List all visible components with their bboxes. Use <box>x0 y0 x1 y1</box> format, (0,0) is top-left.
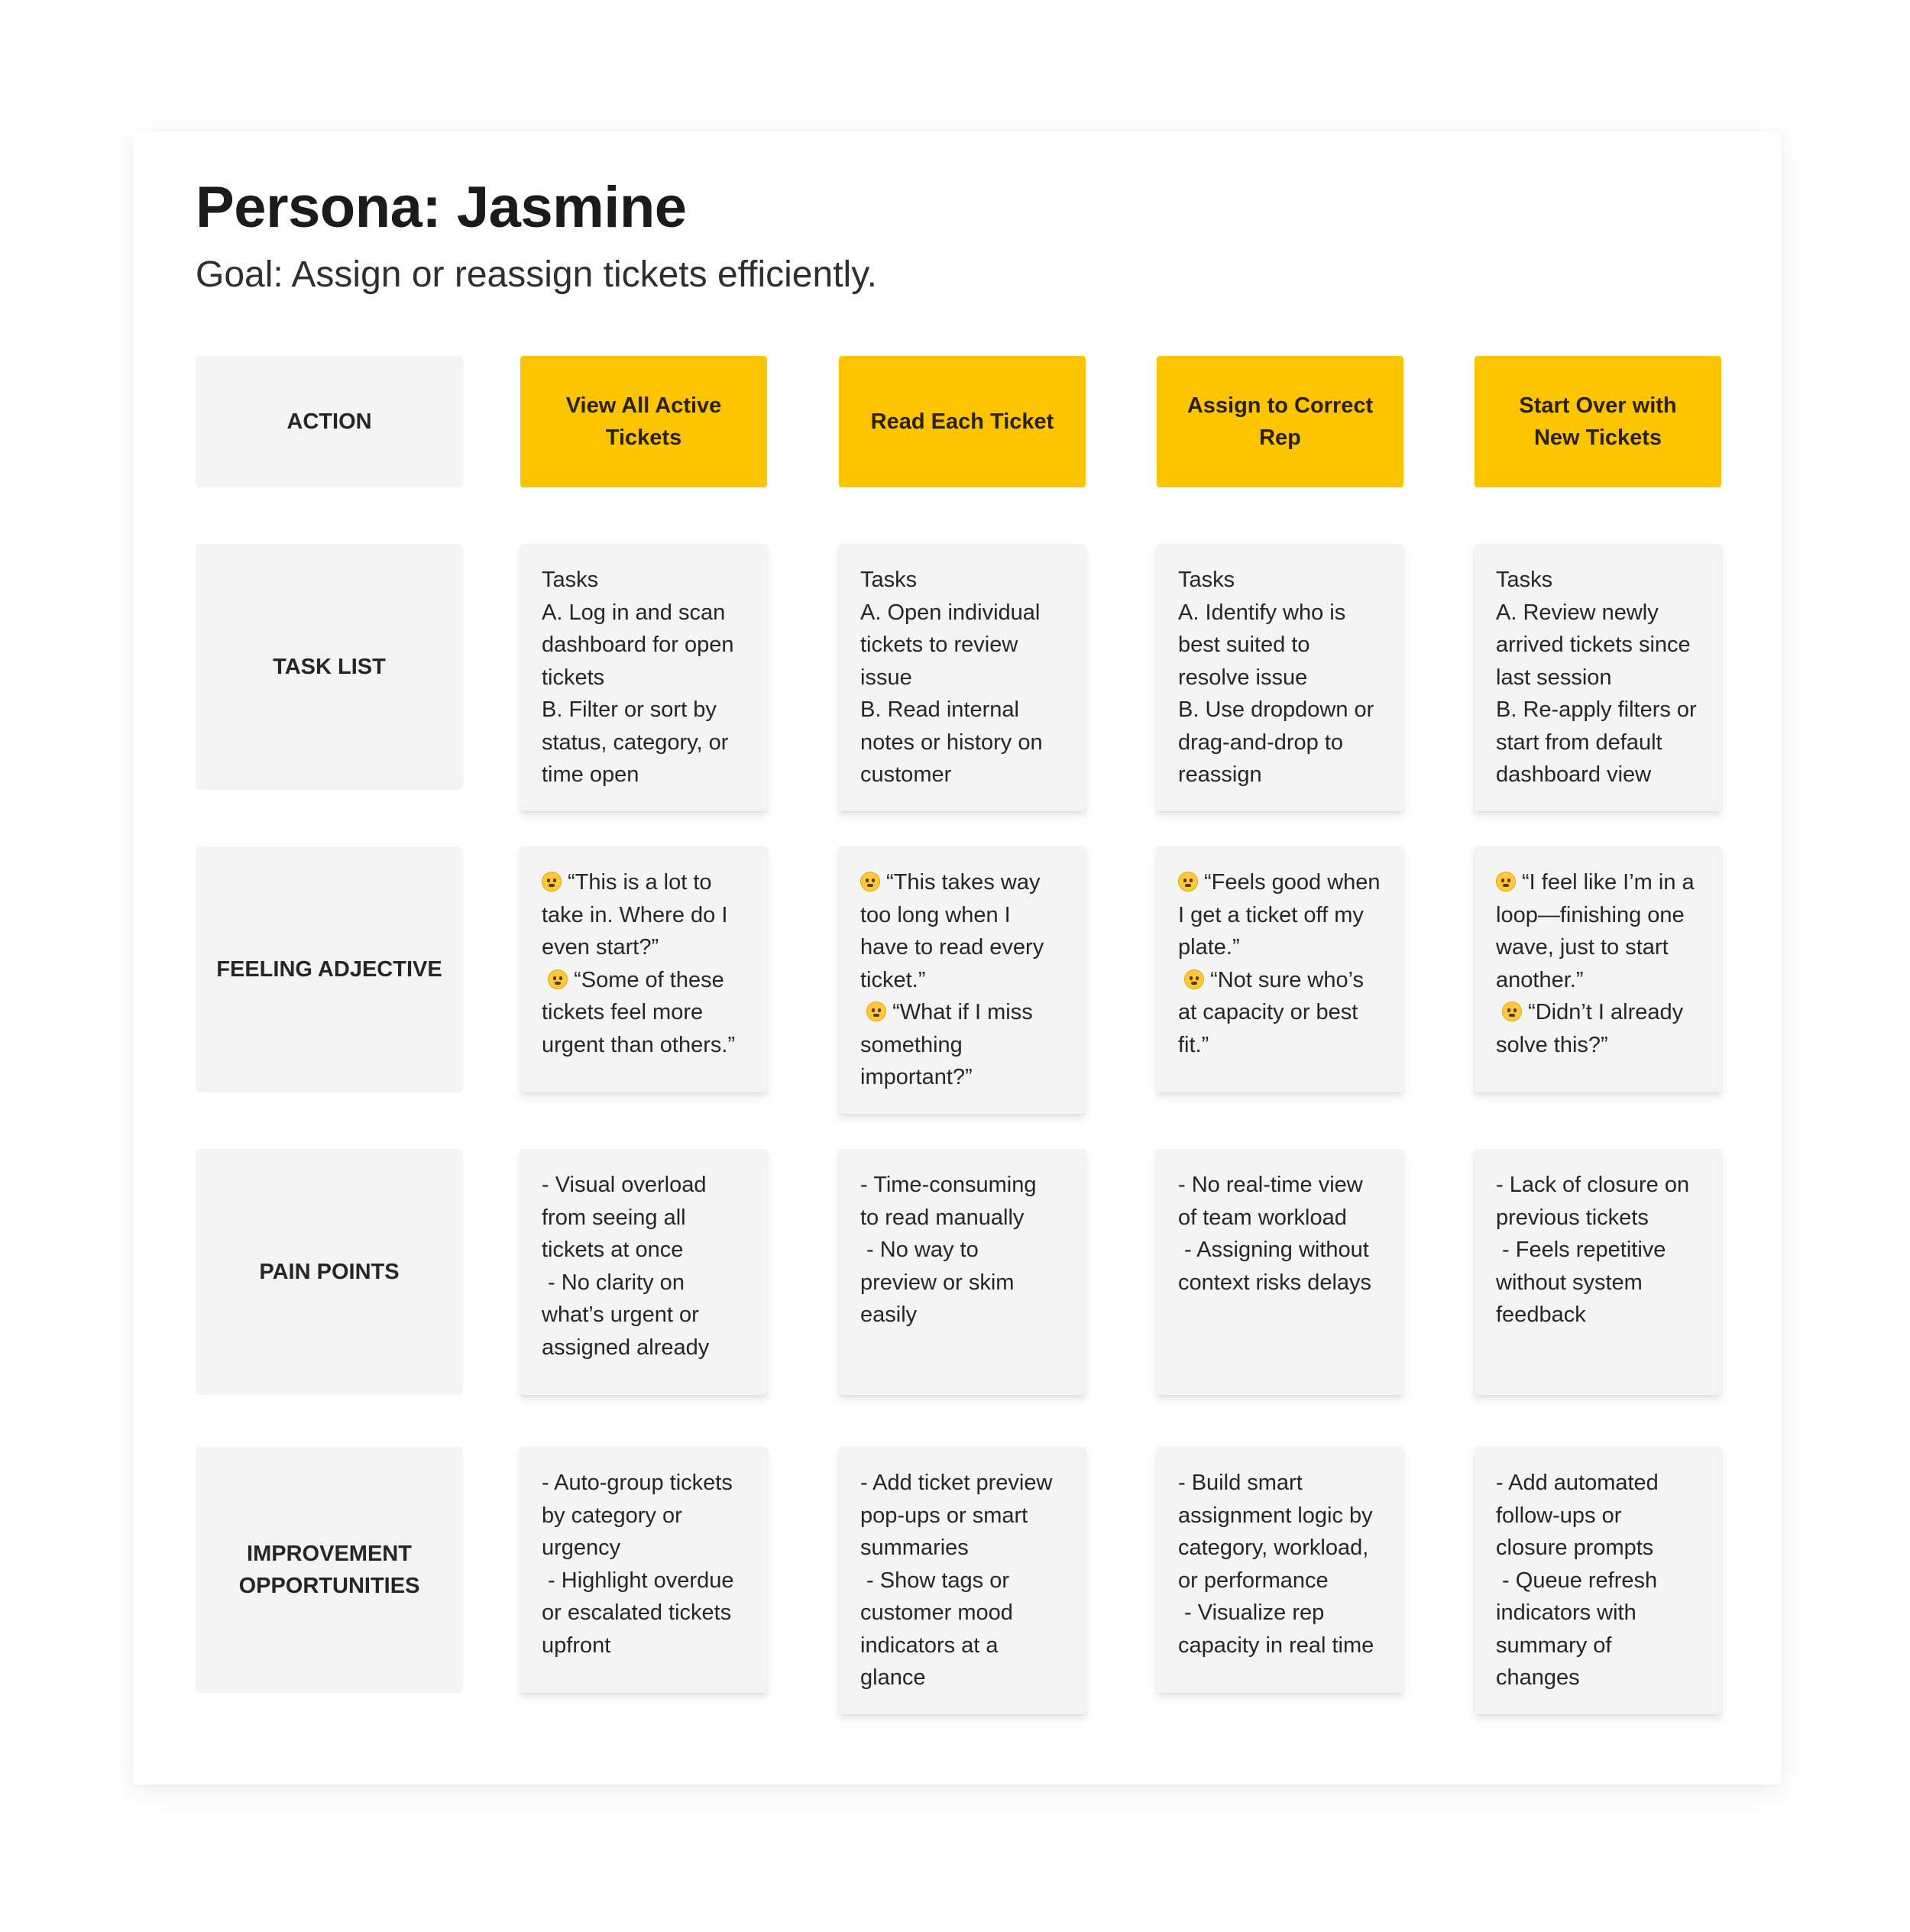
note-line: - No clarity on <box>542 1270 685 1295</box>
note-line: A. Identify who is <box>1178 600 1346 625</box>
note-line: tickets feel more <box>542 1000 704 1024</box>
note-line: A. Review newly <box>1496 600 1659 625</box>
note-line: urgency <box>542 1536 621 1560</box>
note-line: at capacity or best <box>1178 1000 1358 1024</box>
note-line: tickets to review <box>860 633 1018 657</box>
stage-header-read-each-ticket: Read Each Ticket <box>839 356 1086 487</box>
note-line: - Visualize rep <box>1178 1600 1325 1625</box>
note-line: B. Read internal <box>860 697 1019 722</box>
pain-points-note <box>1157 1149 1403 1395</box>
note-line: tickets at once <box>542 1238 684 1262</box>
row-label-feeling-adjective: FEELING ADJECTIVE <box>196 846 463 1092</box>
note-line: - Visual overload <box>542 1173 707 1197</box>
note-line: closure prompts <box>1496 1536 1654 1560</box>
note-line: wave, just to start <box>1496 935 1669 960</box>
tired-face-icon <box>860 872 880 892</box>
note-line: best suited to <box>1178 633 1310 657</box>
note-line: solve this?” <box>1496 1032 1608 1057</box>
note-line: - Assigning without <box>1178 1238 1369 1262</box>
grimacing-face-icon <box>548 969 568 989</box>
note-line: Tasks <box>542 568 599 592</box>
astonished-face-icon <box>542 872 562 892</box>
task-list-note <box>520 544 767 811</box>
quote-text: “What if I miss <box>892 1000 1033 1024</box>
note-line <box>1496 866 1701 899</box>
note-line: category, workload, <box>1178 1536 1369 1560</box>
note-line: even start?” <box>542 935 659 960</box>
page-title: Persona: Jasmine <box>196 175 687 240</box>
note-line: what’s urgent or <box>542 1303 699 1327</box>
quote-text: “Not sure who’s <box>1210 967 1364 992</box>
note-line: indicators at a <box>860 1633 999 1658</box>
improvements-note <box>839 1447 1086 1714</box>
stage-header-start-over-with-new-tickets: Start Over with New Tickets <box>1475 356 1721 487</box>
note-line: notes or history on <box>860 730 1043 755</box>
task-list-note <box>839 544 1086 811</box>
row-label-improvement-opportunities: IMPROVEMENT OPPORTUNITIES <box>196 1447 463 1693</box>
note-line: I get a ticket off my <box>1178 902 1364 927</box>
persona-goal: Goal: Assign or reassign tickets efficiently. <box>196 254 877 295</box>
note-line <box>860 996 1066 1029</box>
note-line: too long when I <box>860 902 1011 927</box>
note-line: resolve issue <box>1178 665 1308 690</box>
note-line: B. Re-apply filters or <box>1496 697 1697 722</box>
note-line: - No real-time view <box>1178 1173 1363 1197</box>
note-line: B. Filter or sort by <box>542 697 717 722</box>
note-line: Tasks <box>1496 568 1553 592</box>
note-line: context risks delays <box>1178 1270 1372 1295</box>
stage-header-assign-to-correct-rep: Assign to Correct Rep <box>1157 356 1403 487</box>
relieved-face-icon <box>1178 872 1198 892</box>
feeling-note <box>1475 846 1721 1092</box>
note-line: previous tickets <box>1496 1205 1649 1230</box>
note-line <box>1496 996 1701 1029</box>
note-line: - Lack of closure on <box>1496 1173 1690 1197</box>
note-line: easily <box>860 1303 918 1327</box>
note-line: ticket.” <box>860 967 926 992</box>
note-line <box>542 964 747 997</box>
note-line: - Highlight overdue <box>542 1568 734 1593</box>
feeling-note <box>1157 846 1403 1092</box>
quote-text: “Feels good when <box>1204 870 1381 895</box>
note-line: dashboard view <box>1496 762 1652 787</box>
note-line: upfront <box>542 1633 611 1658</box>
note-line: tickets <box>542 665 605 690</box>
note-line: capacity in real time <box>1178 1633 1374 1658</box>
note-line: from seeing all <box>542 1205 686 1230</box>
persona-journey-board <box>133 131 1782 1785</box>
note-line: of team workload <box>1178 1205 1347 1230</box>
note-line: customer <box>860 762 952 787</box>
note-line: pop-ups or smart <box>860 1503 1028 1528</box>
stage-header-view-all-active-tickets: View All Active Tickets <box>520 356 767 487</box>
note-line: take in. Where do I <box>542 902 728 927</box>
note-line: assigned already <box>542 1335 710 1360</box>
improvements-note <box>1475 1447 1721 1714</box>
pain-points-note <box>839 1149 1086 1395</box>
note-line: glance <box>860 1665 926 1690</box>
note-line: - Queue refresh <box>1496 1568 1658 1593</box>
weary-face-icon <box>1496 872 1516 892</box>
note-line: - Build smart <box>1178 1471 1303 1495</box>
note-line: issue <box>860 665 912 690</box>
note-line: Tasks <box>860 568 918 592</box>
note-line: A. Log in and scan <box>542 600 726 625</box>
note-line: - No way to <box>860 1238 979 1262</box>
note-line: indicators with <box>1496 1600 1636 1625</box>
confused-face-icon <box>1184 969 1204 989</box>
note-line: time open <box>542 762 639 787</box>
note-line: or performance <box>1178 1568 1329 1593</box>
note-line: start from default <box>1496 730 1662 755</box>
note-line: last session <box>1496 665 1612 690</box>
quote-text: “I feel like I’m in a <box>1522 870 1695 895</box>
quote-text: “This is a lot to <box>568 870 712 895</box>
note-line: Tasks <box>1178 568 1235 592</box>
feeling-note <box>520 846 767 1092</box>
note-line <box>860 866 1066 899</box>
note-line: summary of <box>1496 1633 1612 1658</box>
row-label-task-list: TASK LIST <box>196 544 463 790</box>
note-line: reassign <box>1178 762 1262 787</box>
note-line: fit.” <box>1178 1032 1209 1057</box>
note-line: - Time-consuming <box>860 1173 1037 1197</box>
note-line: something <box>860 1032 963 1057</box>
note-line: - Auto-group tickets <box>542 1471 733 1495</box>
note-line: have to read every <box>860 935 1044 960</box>
note-line: summaries <box>860 1536 969 1560</box>
note-line: A. Open individual <box>860 600 1041 625</box>
task-list-note <box>1475 544 1721 811</box>
note-line: - Add ticket preview <box>860 1471 1053 1495</box>
note-line: another.” <box>1496 967 1584 992</box>
quote-text: “Didn’t I already <box>1528 1000 1684 1024</box>
improvements-note <box>1157 1447 1403 1693</box>
note-line: loop—finishing one <box>1496 902 1685 927</box>
quote-text: “Some of these <box>574 967 724 992</box>
note-line <box>542 866 747 899</box>
pain-points-note <box>520 1149 767 1395</box>
note-line: plate.” <box>1178 935 1240 960</box>
note-line: B. Use dropdown or <box>1178 697 1374 722</box>
note-line: by category or <box>542 1503 682 1528</box>
feeling-note <box>839 846 1086 1114</box>
improvements-note <box>520 1447 767 1693</box>
note-line: to read manually <box>860 1205 1025 1230</box>
note-line: assignment logic by <box>1178 1503 1373 1528</box>
note-line: - Feels repetitive <box>1496 1238 1666 1262</box>
note-line: feedback <box>1496 1303 1586 1327</box>
note-line: drag-and-drop to <box>1178 730 1344 755</box>
anxious-sweat-face-icon <box>866 1002 886 1021</box>
pain-points-note <box>1475 1149 1721 1395</box>
note-line: status, category, or <box>542 730 729 755</box>
row-label-pain-points: PAIN POINTS <box>196 1149 463 1395</box>
note-line <box>1178 964 1384 997</box>
note-line: without system <box>1496 1270 1643 1295</box>
note-line: or escalated tickets <box>542 1600 732 1625</box>
note-line: - Show tags or <box>860 1568 1010 1593</box>
note-line: follow-ups or <box>1496 1503 1622 1528</box>
task-list-note <box>1157 544 1403 811</box>
row-label-action: ACTION <box>196 356 463 487</box>
note-line: urgent than others.” <box>542 1032 736 1057</box>
note-line: customer mood <box>860 1600 1013 1625</box>
note-line: important?” <box>860 1065 973 1089</box>
note-line <box>1178 866 1384 899</box>
note-line: preview or skim <box>860 1270 1015 1295</box>
huffing-face-icon <box>1502 1002 1522 1021</box>
note-line: - Add automated <box>1496 1471 1659 1495</box>
note-line: arrived tickets since <box>1496 633 1691 657</box>
note-line: dashboard for open <box>542 633 734 657</box>
note-line: changes <box>1496 1665 1580 1690</box>
quote-text: “This takes way <box>886 870 1041 895</box>
